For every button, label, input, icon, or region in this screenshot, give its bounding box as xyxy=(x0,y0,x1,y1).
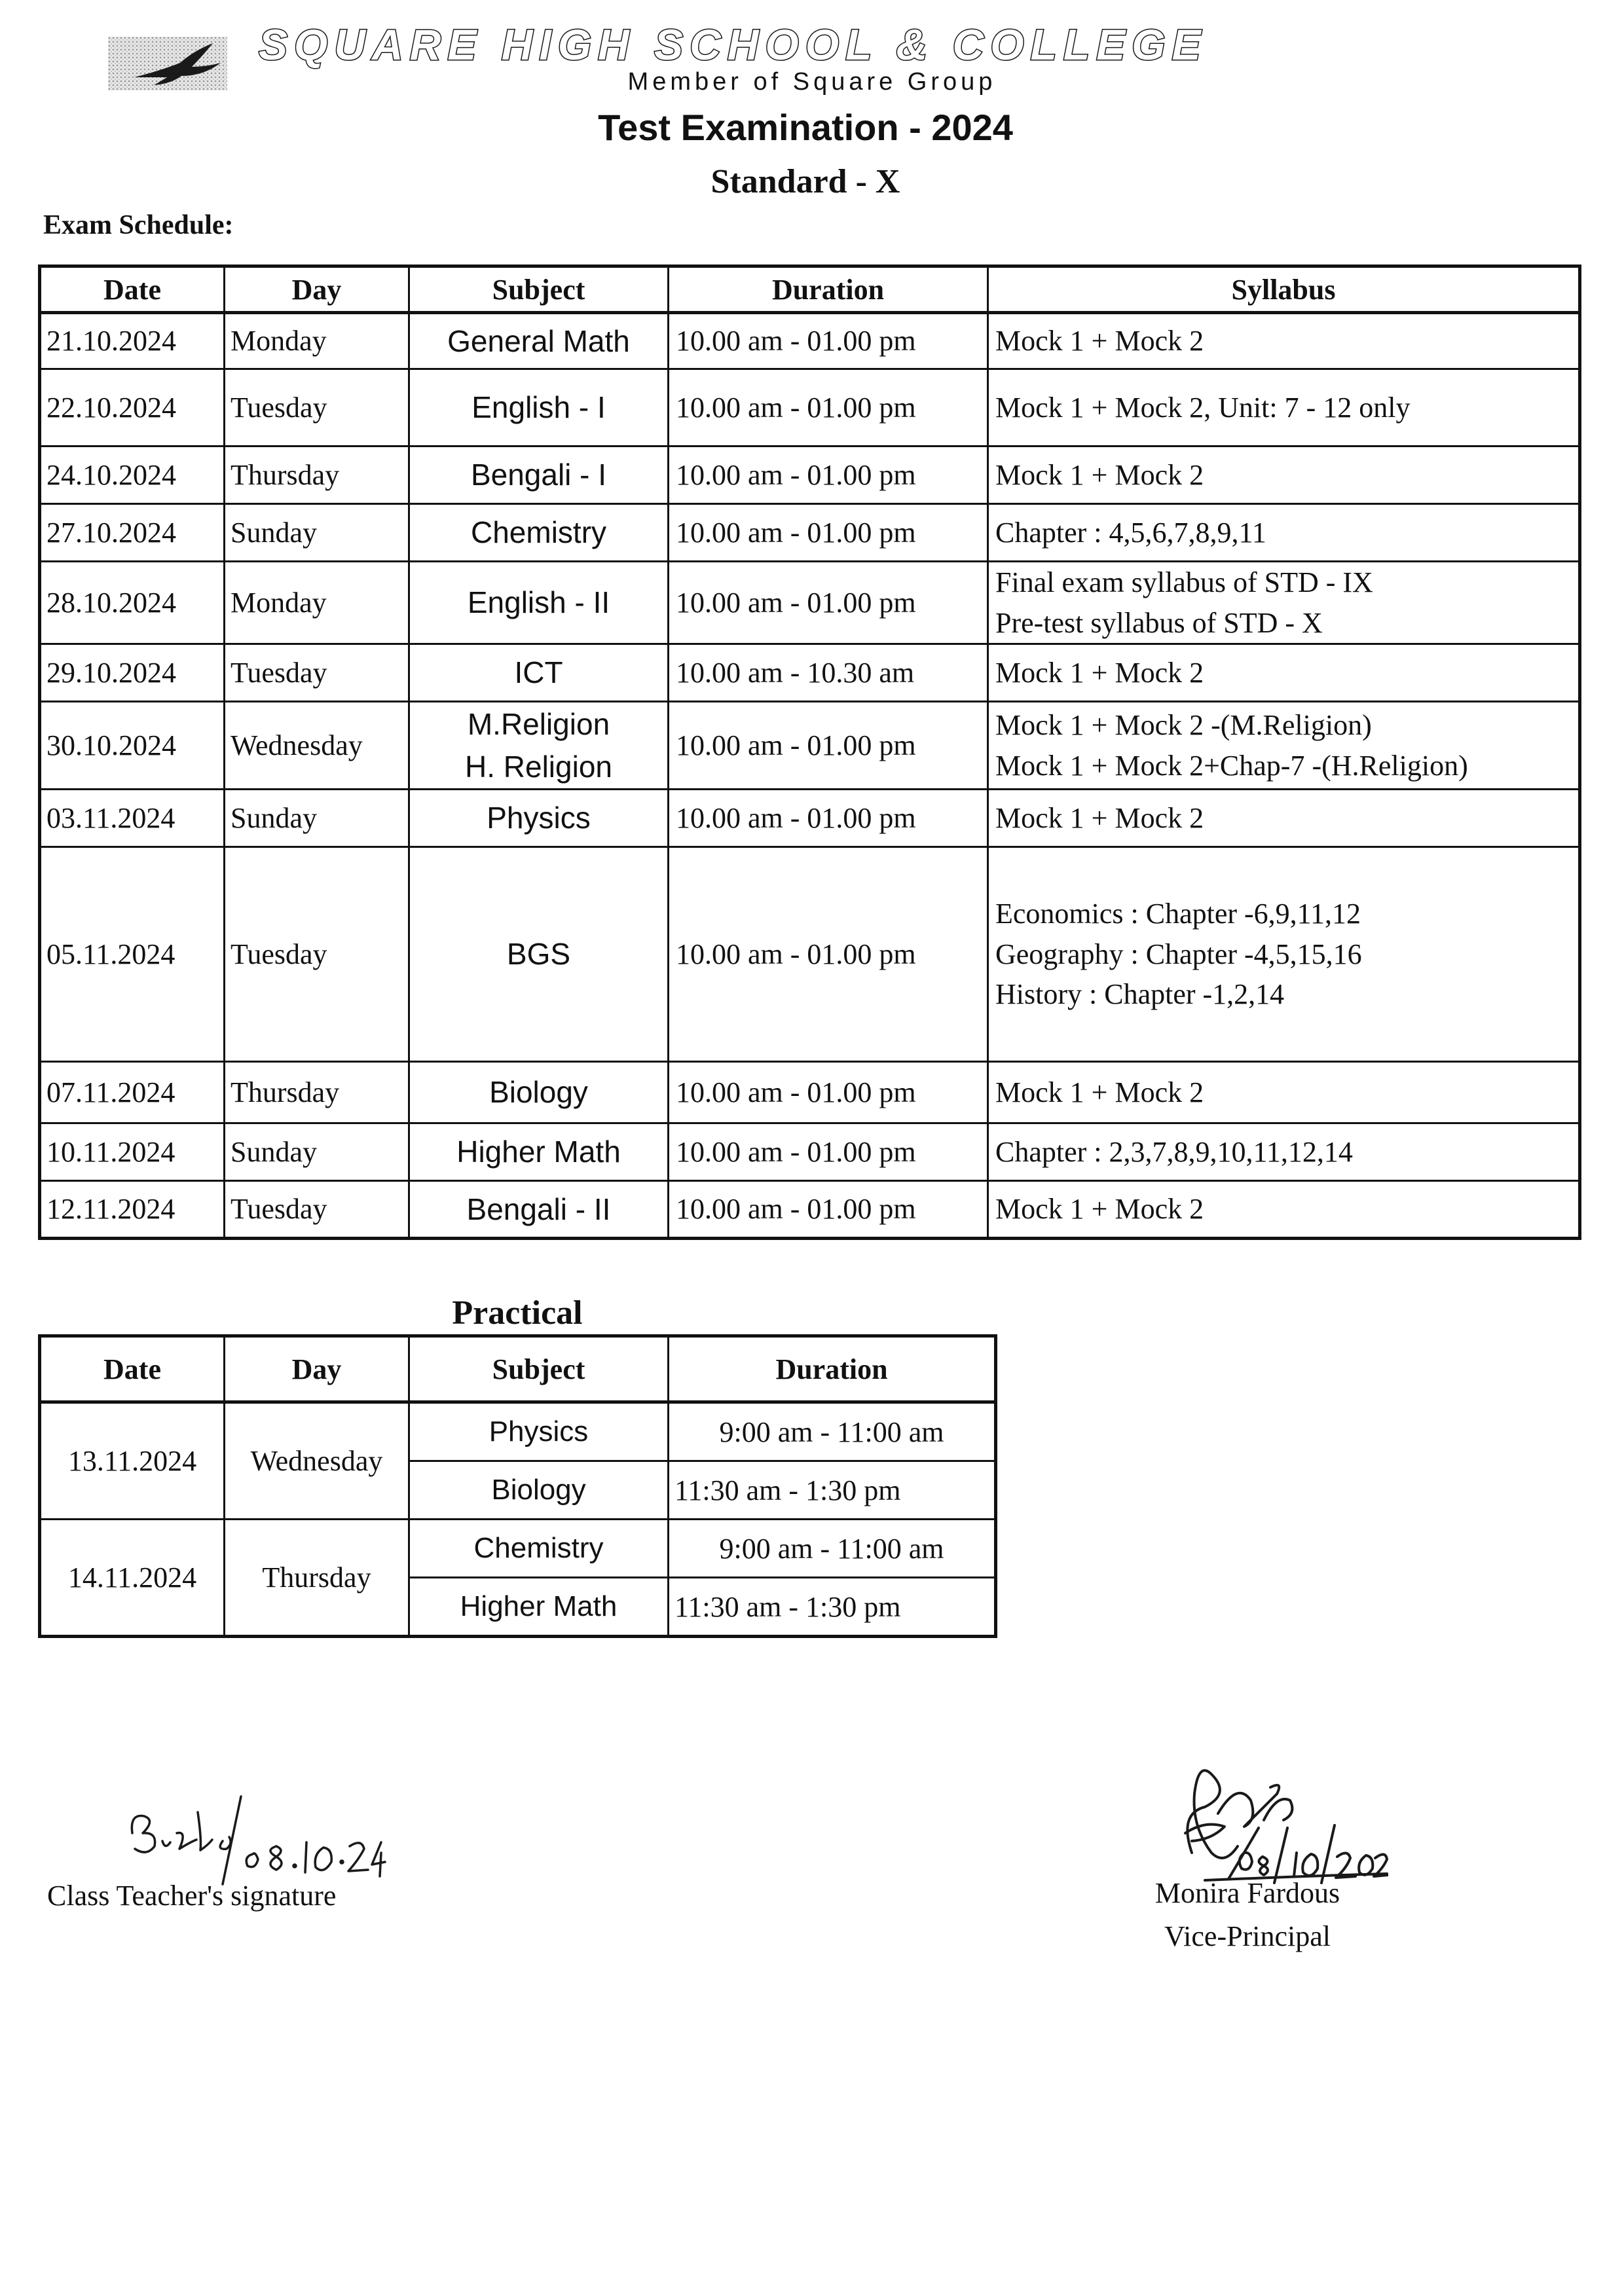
syllabus-cell: Mock 1 + Mock 2 xyxy=(988,446,1580,504)
date-cell: 03.11.2024 xyxy=(40,790,225,847)
duration-cell: 10.00 am - 01.00 pm xyxy=(669,313,988,369)
class-teacher-signature xyxy=(124,1794,386,1892)
subject-cell: Biology xyxy=(409,1461,669,1520)
column-header: Date xyxy=(40,1336,225,1402)
syllabus-cell: Mock 1 + Mock 2 xyxy=(988,1062,1580,1123)
syllabus-cell xyxy=(988,562,1580,644)
table-row xyxy=(40,1402,996,1461)
day-cell: Wednesday xyxy=(225,1402,409,1520)
table-row xyxy=(40,1062,1580,1123)
table-row xyxy=(40,369,1580,446)
duration-cell: 10.00 am - 01.00 pm xyxy=(669,702,988,790)
subject-cell: Higher Math xyxy=(409,1578,669,1637)
table-row xyxy=(40,1123,1580,1181)
day-cell: Thursday xyxy=(225,1520,409,1637)
subject-cell: English - I xyxy=(409,369,669,446)
syllabus-line: Pre-test syllabus of STD - X xyxy=(995,606,1323,639)
subject-cell: BGS xyxy=(409,847,669,1062)
subject-line: H. Religion xyxy=(465,749,612,784)
table-row xyxy=(40,504,1580,562)
table-header-row xyxy=(40,266,1580,313)
date-cell: 07.11.2024 xyxy=(40,1062,225,1123)
table-row xyxy=(40,1181,1580,1239)
duration-cell: 10.00 am - 10.30 am xyxy=(669,644,988,702)
day-cell: Sunday xyxy=(225,790,409,847)
duration-cell: 9:00 am - 11:00 am xyxy=(669,1520,996,1578)
table-row xyxy=(40,313,1580,369)
date-cell: 12.11.2024 xyxy=(40,1181,225,1239)
subject-cell: Physics xyxy=(409,790,669,847)
day-cell: Sunday xyxy=(225,504,409,562)
standard-label: Standard - X xyxy=(710,163,900,200)
syllabus-cell xyxy=(988,847,1580,1062)
column-header: Date xyxy=(40,266,225,313)
syllabus-line: Mock 1 + Mock 2+Chap-7 -(H.Religion) xyxy=(995,749,1468,782)
table-row xyxy=(40,446,1580,504)
day-cell: Tuesday xyxy=(225,847,409,1062)
practical-title: Practical xyxy=(452,1294,583,1332)
exam-schedule-label: Exam Schedule: xyxy=(43,210,234,240)
subject-cell xyxy=(409,702,669,790)
date-cell: 10.11.2024 xyxy=(40,1123,225,1181)
date-cell: 30.10.2024 xyxy=(40,702,225,790)
class-teacher-signature-label: Class Teacher's signature xyxy=(47,1880,337,1912)
day-cell: Thursday xyxy=(225,446,409,504)
column-header: Day xyxy=(225,266,409,313)
subject-cell: Bengali - I xyxy=(409,446,669,504)
duration-cell: 10.00 am - 01.00 pm xyxy=(669,446,988,504)
day-cell: Monday xyxy=(225,313,409,369)
duration-cell: 10.00 am - 01.00 pm xyxy=(669,1123,988,1181)
table-row xyxy=(40,644,1580,702)
vice-principal-name: Monira Fardous xyxy=(1154,1877,1340,1909)
duration-cell: 10.00 am - 01.00 pm xyxy=(669,847,988,1062)
column-header: Syllabus xyxy=(988,266,1580,313)
date-cell: 05.11.2024 xyxy=(40,847,225,1062)
duration-cell: 10.00 am - 01.00 pm xyxy=(669,562,988,644)
member-line: Member of Square Group xyxy=(627,68,997,96)
flying-bird-logo-icon xyxy=(108,37,227,90)
exam-schedule-table xyxy=(38,264,1581,1240)
column-header: Duration xyxy=(669,266,988,313)
subject-cell: Physics xyxy=(409,1402,669,1461)
table-row xyxy=(40,1520,996,1578)
vice-principal-title: Vice-Principal xyxy=(1164,1920,1331,1952)
duration-cell: 9:00 am - 11:00 am xyxy=(669,1402,996,1461)
date-cell: 22.10.2024 xyxy=(40,369,225,446)
date-cell: 13.11.2024 xyxy=(40,1402,225,1520)
day-cell: Tuesday xyxy=(225,1181,409,1239)
table-row xyxy=(40,562,1580,644)
syllabus-cell: Mock 1 + Mock 2 xyxy=(988,1181,1580,1239)
day-cell: Thursday xyxy=(225,1062,409,1123)
syllabus-cell: Mock 1 + Mock 2 xyxy=(988,313,1580,369)
subject-cell: Chemistry xyxy=(409,1520,669,1578)
duration-cell: 10.00 am - 01.00 pm xyxy=(669,504,988,562)
subject-cell: Chemistry xyxy=(409,504,669,562)
day-cell: Sunday xyxy=(225,1123,409,1181)
syllabus-line: Final exam syllabus of STD - IX xyxy=(995,566,1373,598)
subject-line: M.Religion xyxy=(467,707,610,742)
vice-principal-signature xyxy=(1166,1755,1388,1886)
syllabus-cell: Mock 1 + Mock 2 xyxy=(988,790,1580,847)
duration-cell: 10.00 am - 01.00 pm xyxy=(669,790,988,847)
school-name: SQUARE HIGH SCHOOL & COLLEGE xyxy=(259,20,1208,69)
table-header-row xyxy=(40,1336,996,1402)
column-header: Duration xyxy=(669,1336,996,1402)
day-cell: Monday xyxy=(225,562,409,644)
column-header: Day xyxy=(225,1336,409,1402)
subject-cell: ICT xyxy=(409,644,669,702)
duration-cell: 10.00 am - 01.00 pm xyxy=(669,1062,988,1123)
subject-cell: English - II xyxy=(409,562,669,644)
syllabus-line: Economics : Chapter -6,9,11,12 xyxy=(995,898,1361,930)
date-cell: 29.10.2024 xyxy=(40,644,225,702)
date-cell: 21.10.2024 xyxy=(40,313,225,369)
subject-cell: Biology xyxy=(409,1062,669,1123)
date-cell: 27.10.2024 xyxy=(40,504,225,562)
duration-cell: 11:30 am - 1:30 pm xyxy=(669,1578,996,1637)
syllabus-cell xyxy=(988,702,1580,790)
table-row xyxy=(40,847,1580,1062)
duration-cell: 10.00 am - 01.00 pm xyxy=(669,369,988,446)
subject-cell: General Math xyxy=(409,313,669,369)
day-cell: Tuesday xyxy=(225,644,409,702)
table-row xyxy=(40,790,1580,847)
exam-title: Test Examination - 2024 xyxy=(598,107,1013,148)
date-cell: 14.11.2024 xyxy=(40,1520,225,1637)
duration-cell: 11:30 am - 1:30 pm xyxy=(669,1461,996,1520)
syllabus-cell: Chapter : 4,5,6,7,8,9,11 xyxy=(988,504,1580,562)
syllabus-line: History : Chapter -1,2,14 xyxy=(995,978,1285,1011)
syllabus-line: Mock 1 + Mock 2 -(M.Religion) xyxy=(995,709,1372,742)
day-cell: Wednesday xyxy=(225,702,409,790)
syllabus-line: Geography : Chapter -4,5,15,16 xyxy=(995,938,1362,970)
column-header: Subject xyxy=(409,1336,669,1402)
table-row xyxy=(40,702,1580,790)
column-header: Subject xyxy=(409,266,669,313)
syllabus-cell: Mock 1 + Mock 2 xyxy=(988,644,1580,702)
syllabus-cell: Mock 1 + Mock 2, Unit: 7 - 12 only xyxy=(988,369,1580,446)
date-cell: 28.10.2024 xyxy=(40,562,225,644)
duration-cell: 10.00 am - 01.00 pm xyxy=(669,1181,988,1239)
date-cell: 24.10.2024 xyxy=(40,446,225,504)
syllabus-cell: Chapter : 2,3,7,8,9,10,11,12,14 xyxy=(988,1123,1580,1181)
day-cell: Tuesday xyxy=(225,369,409,446)
subject-cell: Higher Math xyxy=(409,1123,669,1181)
practical-table xyxy=(38,1334,997,1638)
subject-cell: Bengali - II xyxy=(409,1181,669,1239)
